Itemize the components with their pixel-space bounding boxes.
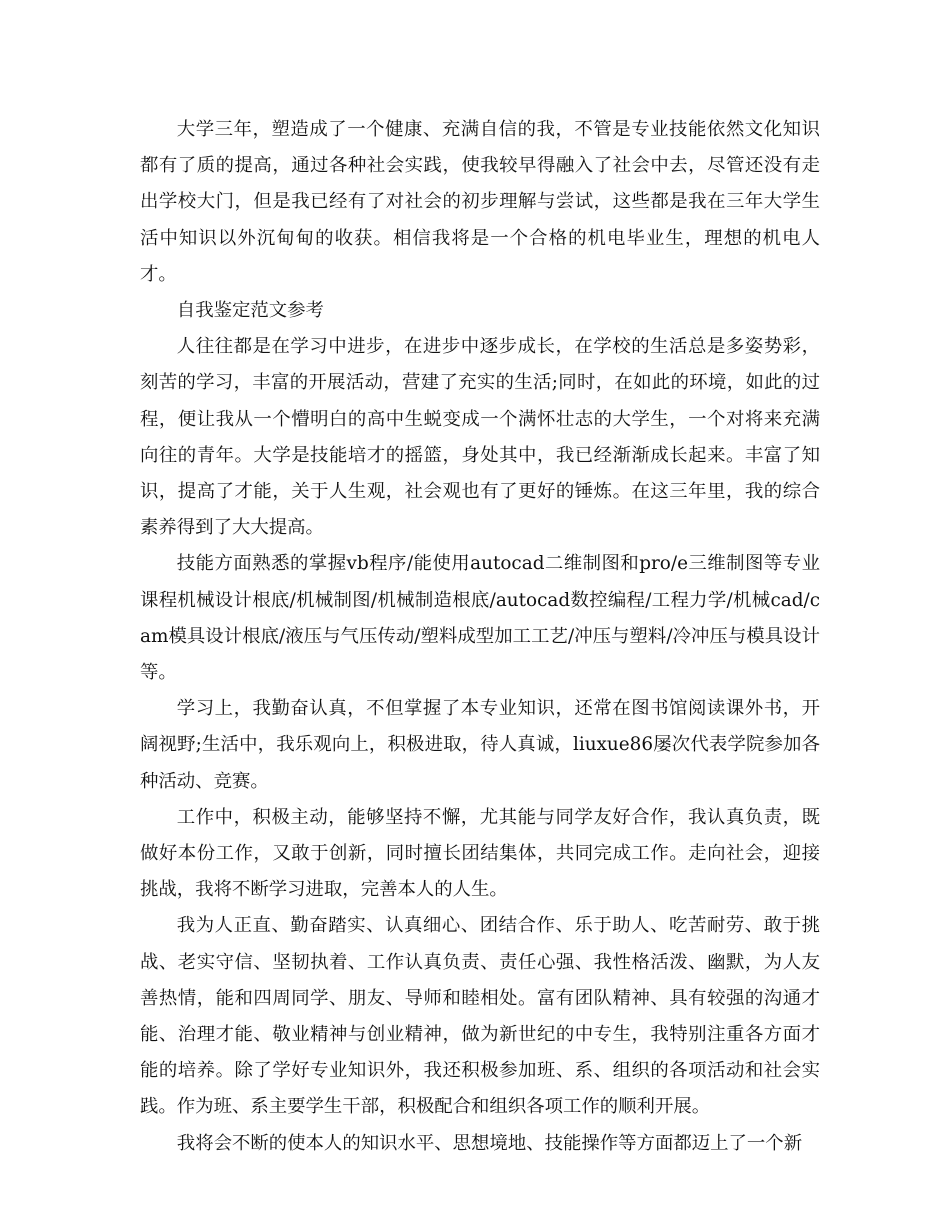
paragraph-closing: 我将会不断的使本人的知识水平、思想境地、技能操作等方面都迈上了一个新 <box>176 1132 803 1154</box>
paragraph-work: 工作中，积极主动，能够坚持不懈，尤其能与同学友好合作，我认真负责，既做好本份工作，又敢于创新，同时擅长团结集体，共同完成工作。走向社会，迎接挑战，我将不断学习进取，完善本人的人生。 <box>140 806 820 901</box>
paragraph-study: 学习上，我勤奋认真，不但掌握了本专业知识，还常在图书馆阅读课外书，开阔视野;生活中，我乐观向上，积极进取，待人真诚，liuxue86屡次代表学院参加各种活动、竞赛。 <box>140 698 820 792</box>
paragraph-growth: 人往往都是在学习中进步，在进步中逐步成长，在学校的生活总是多姿势彩，刻苦的学习，丰富的开展活动，营建了充实的生活;同时，在如此的环境，如此的过程，便让我从一个懵明白的高中生蜕变成一个满怀壮志的大学生，一个对将来充满向往的青年。大学是技能培才的摇篮，身处其中，我已经渐渐成长起来。丰富了知识，提高了才能，关于人生观，社会观也有了更好的锤炼。在这三年里，我的综合素养得到了大大提高。 <box>140 336 820 539</box>
section-heading: 自我鉴定范文参考 <box>176 300 324 322</box>
paragraph-skills: 技能方面熟悉的掌握vb程序/能使用autocad二维制图和pro/e三维制图等专业课程机械设计根底/机械制图/机械制造根底/autocad数控编程/工程力学/机械cad/cam模具设计根底/液压与气压传动/塑料成型加工工艺/冲压与塑料/冷冲压与模具设计等。 <box>140 553 820 684</box>
paragraph-summary: 大学三年，塑造成了一个健康、充满自信的我，不管是专业技能依然文化知识都有了质的提高，通过各种社会实践，使我较早得融入了社会中去，尽管还没有走出学校大门，但是我已经有了对社会的初步理解与尝试，这些都是我在三年大学生活中知识以外沉甸甸的收获。相信我将是一个合格的机电毕业生，理想的机电人才。 <box>140 119 820 285</box>
document-body <box>140 112 820 1162</box>
paragraph-character: 我为人正直、勤奋踏实、认真细心、团结合作、乐于助人、吃苦耐劳、敢于挑战、老实守信、坚韧执着、工作认真负责、责任心强、我性格活泼、幽默，为人友善热情，能和四周同学、朋友、导师和睦相处。富有团队精神、具有较强的沟通才能、治理才能、敬业精神与创业精神，做为新世纪的中专生，我特别注重各方面才能的培养。除了学好专业知识外，我还积极参加班、系、组织的各项活动和社会实践。作为班、系主要学生干部，积极配合和组织各项工作的顺利开展。 <box>140 915 820 1118</box>
